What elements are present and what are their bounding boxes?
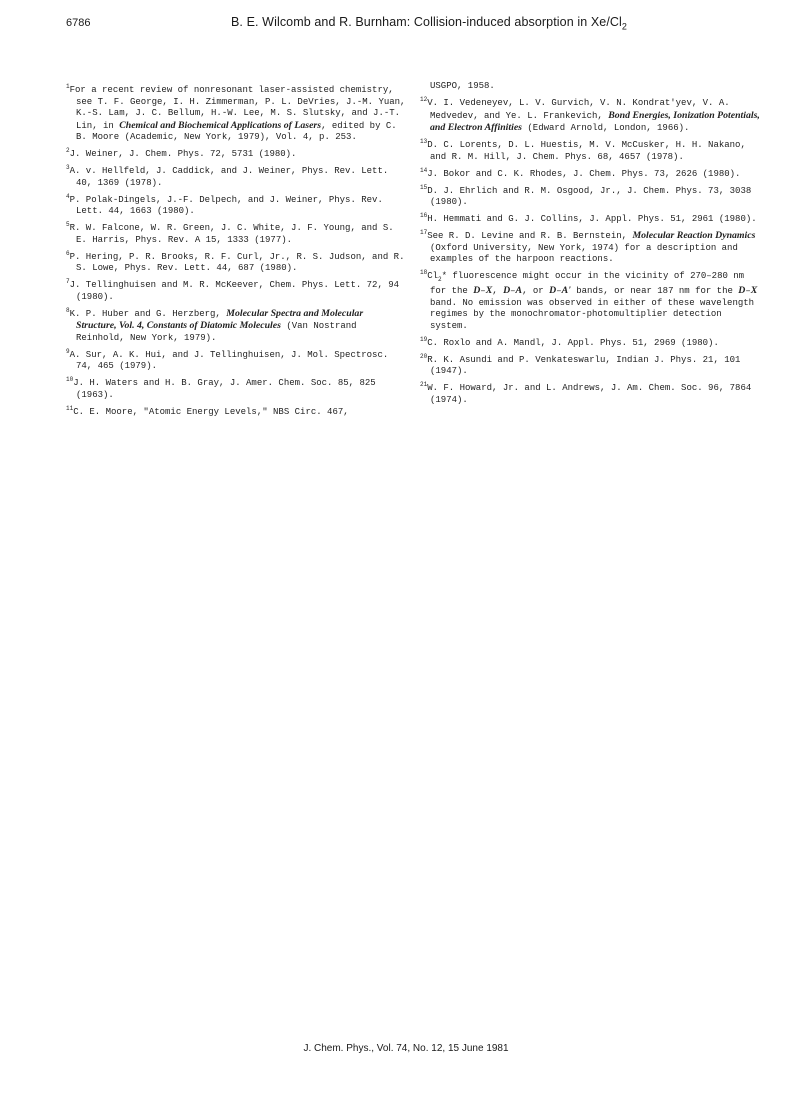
reference-number: 9 — [66, 347, 70, 355]
reference-text: K. P. Huber and G. Herzberg, Molecular Spectra and Molecular Structure, Vol. 4, Constants of Diatomic Molecules (Van Nostrand Reinhold, New York, 1979). — [69, 307, 364, 343]
reference-item — [420, 379, 760, 406]
running-title-text: B. E. Wilcomb and R. Burnham: Collision-induced absorption in Xe/Cl — [231, 15, 622, 29]
reference-item — [420, 351, 760, 378]
reference-item — [66, 219, 406, 246]
reference-item — [66, 305, 406, 345]
reference-number: 20 — [420, 352, 428, 360]
reference-number: 2 — [66, 147, 70, 154]
reference-number: 12 — [420, 96, 428, 103]
reference-text: V. I. Vedeneyev, L. V. Gurvich, V. N. Kondrat'yev, V. A. Medvedev, and Ye. L. Frankevich, Bond Energies, Ionization Potentials, and Electron Affinities (Edward Arnold, London, 1966). — [427, 98, 760, 133]
reference-text: P. Polak-Dingels, J.-F. Delpech, and J. Weiner, Phys. Rev. Lett. 44, 1663 (1980). — [69, 194, 383, 216]
reference-item — [66, 191, 406, 218]
reference-number: 18 — [420, 269, 428, 276]
reference-text: USGPO, 1958. — [430, 81, 495, 91]
reference-item — [66, 346, 406, 373]
reference-number: 15 — [420, 183, 428, 191]
reference-text: For a recent review of nonresonant laser-assisted chemistry, see T. F. George, I. H. Zimmerman, P. L. DeVries, J.-M. Yuan, K.-S. Lam, J. C. Bellum, H.-W. Lee, M. S. Slutsky, and J.-T. Lin, in Chemical and Biochemical Applications of Lasers, edited by C. B. Moore (Academic, New York, 1979), Vol. 4, p. 253. — [69, 85, 406, 142]
reference-number: 19 — [420, 335, 428, 343]
references-left-column — [66, 81, 406, 420]
reference-text: W. F. Howard, Jr. and L. Andrews, J. Am. Chem. Soc. 96, 7864 (1974). — [427, 383, 752, 405]
reference-item — [420, 81, 760, 93]
reference-item — [420, 267, 760, 332]
reference-text: P. Hering, P. R. Brooks, R. F. Curl, Jr., R. S. Judson, and R. S. Lowe, Phys. Rev. Lett. 44, 687 (1980). — [69, 251, 405, 273]
reference-text: C. E. Moore, "Atomic Energy Levels," NBS Circ. 467, — [73, 406, 349, 417]
reference-number: 1 — [66, 83, 70, 90]
journal-footer: J. Chem. Phys., Vol. 74, No. 12, 15 June 1981 — [303, 1043, 509, 1054]
reference-item — [420, 182, 760, 209]
reference-item — [420, 227, 760, 266]
reference-number: 7 — [66, 278, 70, 285]
reference-number: 14 — [420, 166, 428, 174]
reference-text: A. Sur, A. K. Hui, and J. Tellinghuisen, J. Mol. Spectrosc. 74, 465 (1979). — [69, 349, 389, 371]
reference-number: 16 — [420, 212, 428, 219]
reference-text: A. v. Hellfeld, J. Caddick, and J. Weiner, Phys. Rev. Lett. 40, 1369 (1978). — [69, 166, 389, 188]
reference-number: 4 — [66, 192, 70, 200]
reference-item — [420, 334, 760, 350]
reference-text: J. Bokor and C. K. Rhodes, J. Chem. Phys. 73, 2626 (1980). — [427, 168, 741, 179]
reference-item — [420, 165, 760, 181]
reference-text: D. J. Ehrlich and R. M. Osgood, Jr., J. Chem. Phys. 73, 3038 (1980). — [427, 185, 752, 207]
running-title — [231, 15, 627, 32]
reference-text: D. C. Lorents, D. L. Huestis, M. V. McCusker, H. H. Nakano, and R. M. Hill, J. Chem. Phys. 68, 4657 (1978). — [427, 140, 746, 162]
reference-text: R. K. Asundi and P. Venkateswarlu, Indian J. Phys. 21, 101 (1947). — [427, 354, 741, 377]
reference-item — [66, 162, 406, 189]
reference-text: J. H. Waters and H. B. Gray, J. Amer. Chem. Soc. 85, 825 (1963). — [73, 378, 376, 400]
reference-text: R. W. Falcone, W. R. Green, J. C. White, J. F. Young, and S. E. Harris, Phys. Rev. A 15, 1333 (1977). — [69, 223, 394, 245]
reference-item — [66, 276, 406, 303]
reference-number: 10 — [66, 376, 74, 383]
reference-item — [66, 403, 406, 419]
reference-number: 6 — [66, 249, 70, 257]
reference-number: 3 — [66, 164, 70, 171]
page-number: 6786 — [66, 17, 91, 29]
reference-item — [420, 210, 760, 226]
reference-text: $Cl_2*$ fluorescence might occur in the vicinity of 270–280 nm for the D–X, D–A, or D–A' bands, or near 187 nm for the D–X band. No emission was observed in either of these wavelength regimes by the monochromator-photomultiplier detection system. — [427, 271, 758, 331]
reference-number: 21 — [420, 381, 428, 389]
reference-text: J. Weiner, J. Chem. Phys. 72, 5731 (1980). — [69, 149, 297, 159]
reference-item — [420, 94, 760, 135]
references-right-column — [420, 81, 760, 408]
reference-text: C. Roxlo and A. Mandl, J. Appl. Phys. 51, 2969 (1980). — [427, 337, 719, 348]
reference-number: 17 — [420, 229, 428, 236]
reference-number: 8 — [66, 306, 70, 314]
reference-number: 13 — [420, 138, 428, 145]
reference-text: H. Hemmati and G. J. Collins, J. Appl. Phys. 51, 2961 (1980). — [427, 214, 757, 224]
running-title-subscript: 2 — [621, 21, 628, 32]
reference-number: 11 — [66, 404, 74, 412]
reference-text: J. Tellinghuisen and M. R. McKeever, Chem. Phys. Lett. 72, 94 (1980). — [69, 280, 400, 302]
reference-number: 5 — [66, 221, 70, 228]
reference-item — [66, 145, 406, 161]
reference-item — [66, 248, 406, 275]
reference-item — [420, 136, 760, 163]
reference-item — [66, 374, 406, 401]
reference-item — [66, 81, 406, 144]
reference-text: See R. D. Levine and R. B. Bernstein, Molecular Reaction Dynamics (Oxford University, New York, 1974) for a description and examples of the harpoon reactions. — [427, 230, 756, 264]
